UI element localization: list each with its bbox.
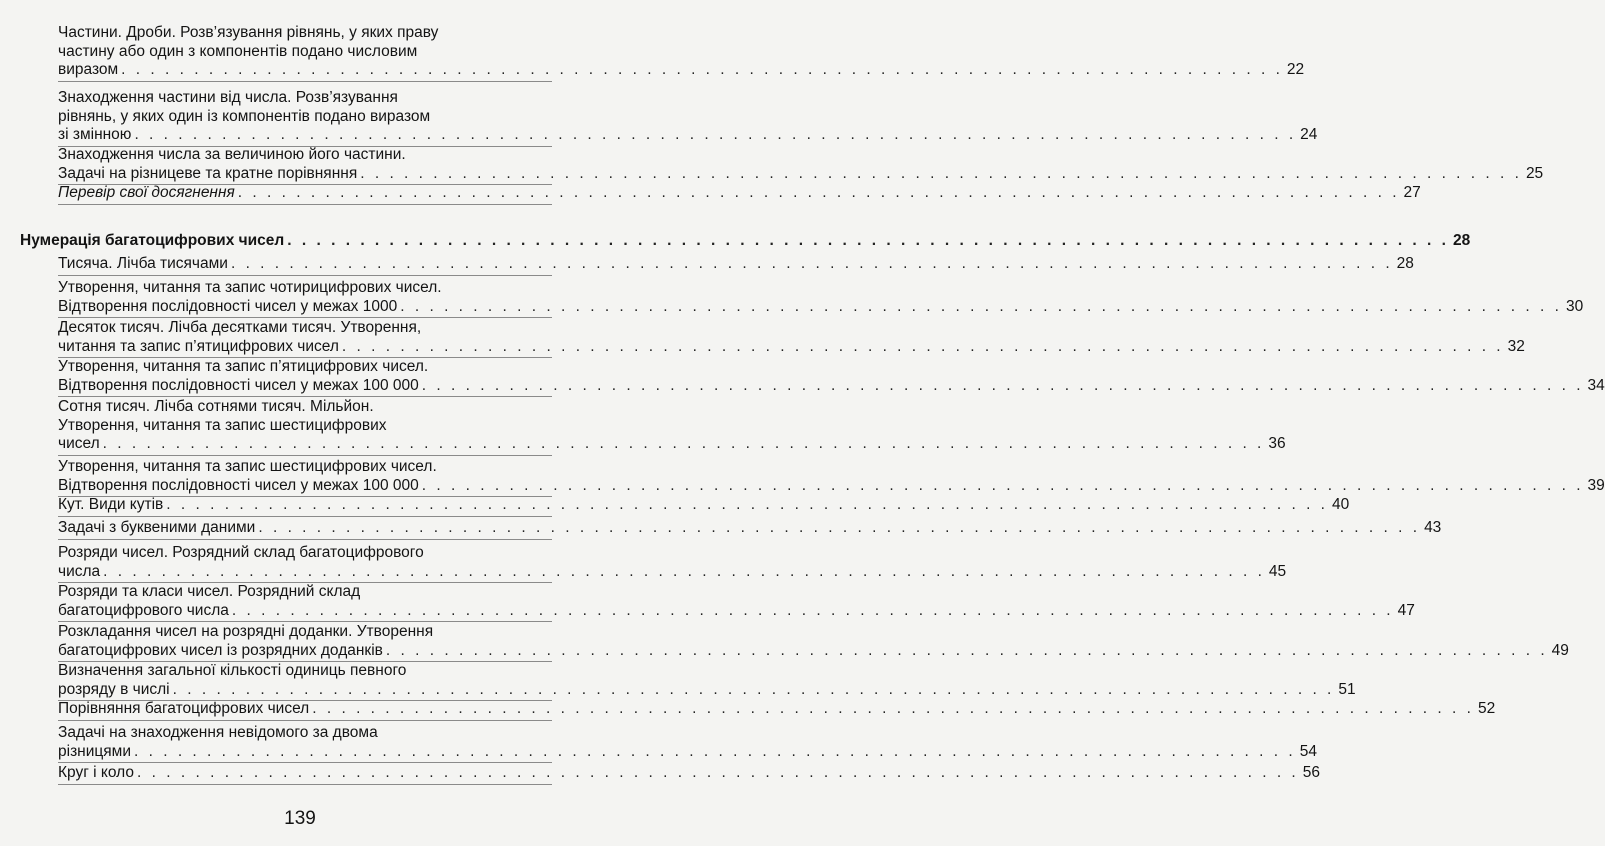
dot-leader: . . . . . . . . . . . . . . . . . . . . . . . . . . . . . . . . . . . . . . . . . . . . . . . . . . . . . . . . . . . . . . . . . . . . . . . . . . . . . . . . [121,61,1283,78]
toc-entry-leader-line [58,476,1605,496]
toc-entry [58,519,1442,540]
toc-entry-leader-line [58,519,1442,538]
toc-entry-leader-line [58,297,1584,317]
toc-entry-title: Задачі з буквеними даними [58,519,256,536]
toc-entry-line: Знаходження частини від числа. Розв’язування [58,89,398,106]
toc-entry [58,583,1415,622]
dot-leader: . . . . . . . . . . . . . . . . . . . . . . . . . . . . . . . . . . . . . . . . . . . . . . . . . . . . . . . . . . . . . . . . . . . . . . . . . . . . . . . . [360,164,1522,182]
page-number: 139 [284,808,316,829]
toc-entry-line: Десяток тисяч. Лічба десятками тисяч. Утворення, [58,319,422,336]
toc-entry-page-number: 27 [1403,184,1421,201]
toc-entry [58,724,1317,763]
toc-entry-leader-line [58,184,1421,203]
dot-leader: . . . . . . . . . . . . . . . . . . . . . . . . . . . . . . . . . . . . . . . . . . . . . . . . . . . . . . . . . . . . . . . . . . . . . . . . . . . . . . . . [421,376,1584,394]
toc-entry [58,496,1350,517]
toc-entry-page-number: 28 [1452,232,1471,249]
toc-entry [58,358,1605,397]
toc-entry-title: Відтворення послідовності чисел у межах 100 000 [58,376,419,394]
toc-entry [58,24,1305,82]
dot-leader: . . . . . . . . . . . . . . . . . . . . . . . . . . . . . . . . . . . . . . . . . . . . . . . . . . . . . . . . . . . . . . . . . . . . . . . . . . . . . . . . [287,232,1449,249]
dot-leader: . . . . . . . . . . . . . . . . . . . . . . . . . . . . . . . . . . . . . . . . . . . . . . . . . . . . . . . . . . . . . . . . . . . . . . . . . . . . . . . . [103,562,1265,580]
toc-entry-title: багатоцифрового числа [58,601,229,619]
dot-leader: . . . . . . . . . . . . . . . . . . . . . . . . . . . . . . . . . . . . . . . . . . . . . . . . . . . . . . . . . . . . . . . . . . . . . . . . . . . . . . . . [231,601,1394,619]
toc-entry [58,319,1525,358]
toc-entry-page-number: 28 [1396,255,1414,272]
toc-entry-page-number: 47 [1397,601,1415,619]
toc-entry-leader-line [58,601,1415,621]
toc-entry [58,700,1496,721]
toc-entry [58,398,1286,456]
toc-entry-page-number: 39 [1587,476,1605,494]
toc-entry-line: Визначення загальної кількості одиниць певного [58,662,407,679]
toc-entry-page-number: 36 [1268,435,1286,452]
toc-entry-leader-line [58,764,1320,783]
toc-entry-page-number: 24 [1300,126,1318,143]
toc-entry-line: Розкладання чисел на розрядні доданки. Утворення [58,623,434,640]
toc-entry-line: Утворення, читання та запис шестицифрових чисел. [58,458,437,475]
toc-entry-leader-line [58,126,1318,145]
toc-entry [58,255,1414,276]
toc-entry-page-number: 40 [1331,496,1350,513]
toc-entry-title: чисел [58,435,100,452]
toc-entry-title: Порівняння багатоцифрових чисел [58,700,310,717]
toc-entry-title: Нумерація багатоцифрових чисел [20,232,285,249]
toc-entry-page-number: 45 [1268,562,1287,580]
toc-entry-page-number: 52 [1477,700,1496,717]
toc-section-heading [20,232,1471,252]
toc-entry-title: Відтворення послідовності чисел у межах 1000 [58,297,398,315]
toc-entry [58,458,1605,497]
toc-entry-page-number: 54 [1299,742,1317,760]
toc-entry [58,623,1569,662]
dot-leader: . . . . . . . . . . . . . . . . . . . . . . . . . . . . . . . . . . . . . . . . . . . . . . . . . . . . . . . . . . . . . . . . . . . . . . . . . . . . . . . . [237,184,1400,201]
toc-entry-title: Кут. Види кутів [58,496,164,513]
toc-entry-leader-line [58,562,1287,582]
toc-entry-page-number: 56 [1302,764,1320,781]
toc-entry-title: читання та запис п’ятицифрових чисел [58,337,339,355]
dot-leader: . . . . . . . . . . . . . . . . . . . . . . . . . . . . . . . . . . . . . . . . . . . . . . . . . . . . . . . . . . . . . . . . . . . . . . . . . . . . . . . . [385,641,1548,659]
toc-entry-line: Розряди чисел. Розрядний склад багатоцифрового [58,544,424,561]
toc-entry-leader-line [58,496,1350,515]
toc-entry-title: Тисяча. Лічба тисячами [58,255,228,272]
toc-entry [58,89,1318,147]
toc-entry [58,662,1356,701]
toc-entry-line: Частини. Дроби. Розв’язування рівнянь, у яких праву [58,24,439,41]
toc-entry-page-number: 25 [1525,164,1544,182]
toc-entry-leader-line [20,232,1471,251]
toc-entry-page-number: 30 [1565,297,1584,315]
toc-entry [58,146,1544,185]
toc-entry-title: числа [58,562,101,580]
toc-entry-line: рівнянь, у яких один із компонентів подано виразом [58,107,431,125]
toc-entry-leader-line [58,376,1605,396]
dot-leader: . . . . . . . . . . . . . . . . . . . . . . . . . . . . . . . . . . . . . . . . . . . . . . . . . . . . . . . . . . . . . . . . . . . . . . . . . . . . . . . . [137,764,1299,781]
toc-entry-line: Знаходження числа за величиною його частини. [58,146,406,163]
toc-entry-title: багатоцифрових чисел із розрядних доданків [58,641,383,659]
toc-entry-title: Відтворення послідовності чисел у межах 100 000 [58,476,419,494]
toc-entry [58,764,1320,785]
toc-entry-page-number: 22 [1286,61,1305,78]
toc-entry-line: Утворення, читання та запис шестицифрових [58,416,387,434]
toc-entry-leader-line [58,337,1525,357]
toc-entry-title: різницями [58,742,131,760]
toc-entry-leader-line [58,680,1356,700]
toc-entry-leader-line [58,435,1286,454]
toc-entry-title: розряду в числі [58,680,170,698]
toc-entry-title: виразом [58,61,119,78]
toc-entry-page-number: 49 [1551,641,1569,659]
toc-entry-page-number: 51 [1338,680,1356,698]
toc-entry-line: Задачі на знаходження невідомого за двома [58,724,378,741]
toc-entry-page-number: 32 [1507,337,1525,355]
toc-entry [58,544,1287,583]
toc-entry-line: Утворення, читання та запис чотирицифрових чисел. [58,279,442,296]
dot-leader: . . . . . . . . . . . . . . . . . . . . . . . . . . . . . . . . . . . . . . . . . . . . . . . . . . . . . . . . . . . . . . . . . . . . . . . . . . . . . . . . [400,297,1562,315]
toc-entry-title: Задачі на різницеве та кратне порівняння [58,164,358,182]
toc-entry-leader-line [58,641,1569,661]
dot-leader: . . . . . . . . . . . . . . . . . . . . . . . . . . . . . . . . . . . . . . . . . . . . . . . . . . . . . . . . . . . . . . . . . . . . . . . . . . . . . . . . [134,126,1297,143]
dot-leader: . . . . . . . . . . . . . . . . . . . . . . . . . . . . . . . . . . . . . . . . . . . . . . . . . . . . . . . . . . . . . . . . . . . . . . . . . . . . . . . . [341,337,1504,355]
toc-entry-leader-line [58,700,1496,719]
toc-entry [58,279,1584,318]
dot-leader: . . . . . . . . . . . . . . . . . . . . . . . . . . . . . . . . . . . . . . . . . . . . . . . . . . . . . . . . . . . . . . . . . . . . . . . . . . . . . . . . [312,700,1474,717]
dot-leader: . . . . . . . . . . . . . . . . . . . . . . . . . . . . . . . . . . . . . . . . . . . . . . . . . . . . . . . . . . . . . . . . . . . . . . . . . . . . . . . . [133,742,1296,760]
toc-entry-title: зі змінною [58,126,132,143]
toc-entry-leader-line [58,164,1544,184]
toc-entry-page-number: 34 [1587,376,1605,394]
toc-entry-leader-line [58,255,1414,274]
toc-entry-line: Сотня тисяч. Лічба сотнями тисяч. Мільйон. [58,398,374,415]
dot-leader: . . . . . . . . . . . . . . . . . . . . . . . . . . . . . . . . . . . . . . . . . . . . . . . . . . . . . . . . . . . . . . . . . . . . . . . . . . . . . . . . [421,476,1584,494]
dot-leader: . . . . . . . . . . . . . . . . . . . . . . . . . . . . . . . . . . . . . . . . . . . . . . . . . . . . . . . . . . . . . . . . . . . . . . . . . . . . . . . . [172,680,1335,698]
toc-entry-page-number: 43 [1424,519,1442,536]
toc-entry-line: Утворення, читання та запис п’ятицифрових чисел. [58,358,429,375]
toc-entry-title: Перевір свої досягнення [58,184,235,201]
toc-entry [58,184,1421,205]
dot-leader: . . . . . . . . . . . . . . . . . . . . . . . . . . . . . . . . . . . . . . . . . . . . . . . . . . . . . . . . . . . . . . . . . . . . . . . . . . . . . . . . [166,496,1328,513]
toc-entry-title: Круг і коло [58,764,135,781]
toc-entry-line: Розряди та класи чисел. Розрядний склад [58,583,361,600]
toc-entry-leader-line [58,61,1305,80]
dot-leader: . . . . . . . . . . . . . . . . . . . . . . . . . . . . . . . . . . . . . . . . . . . . . . . . . . . . . . . . . . . . . . . . . . . . . . . . . . . . . . . . [102,435,1265,452]
toc-entry-line: частину або один з компонентів подано числовим [58,42,418,60]
toc-entry-leader-line [58,742,1317,762]
dot-leader: . . . . . . . . . . . . . . . . . . . . . . . . . . . . . . . . . . . . . . . . . . . . . . . . . . . . . . . . . . . . . . . . . . . . . . . . . . . . . . . . [258,519,1421,536]
dot-leader: . . . . . . . . . . . . . . . . . . . . . . . . . . . . . . . . . . . . . . . . . . . . . . . . . . . . . . . . . . . . . . . . . . . . . . . . . . . . . . . . [230,255,1393,272]
